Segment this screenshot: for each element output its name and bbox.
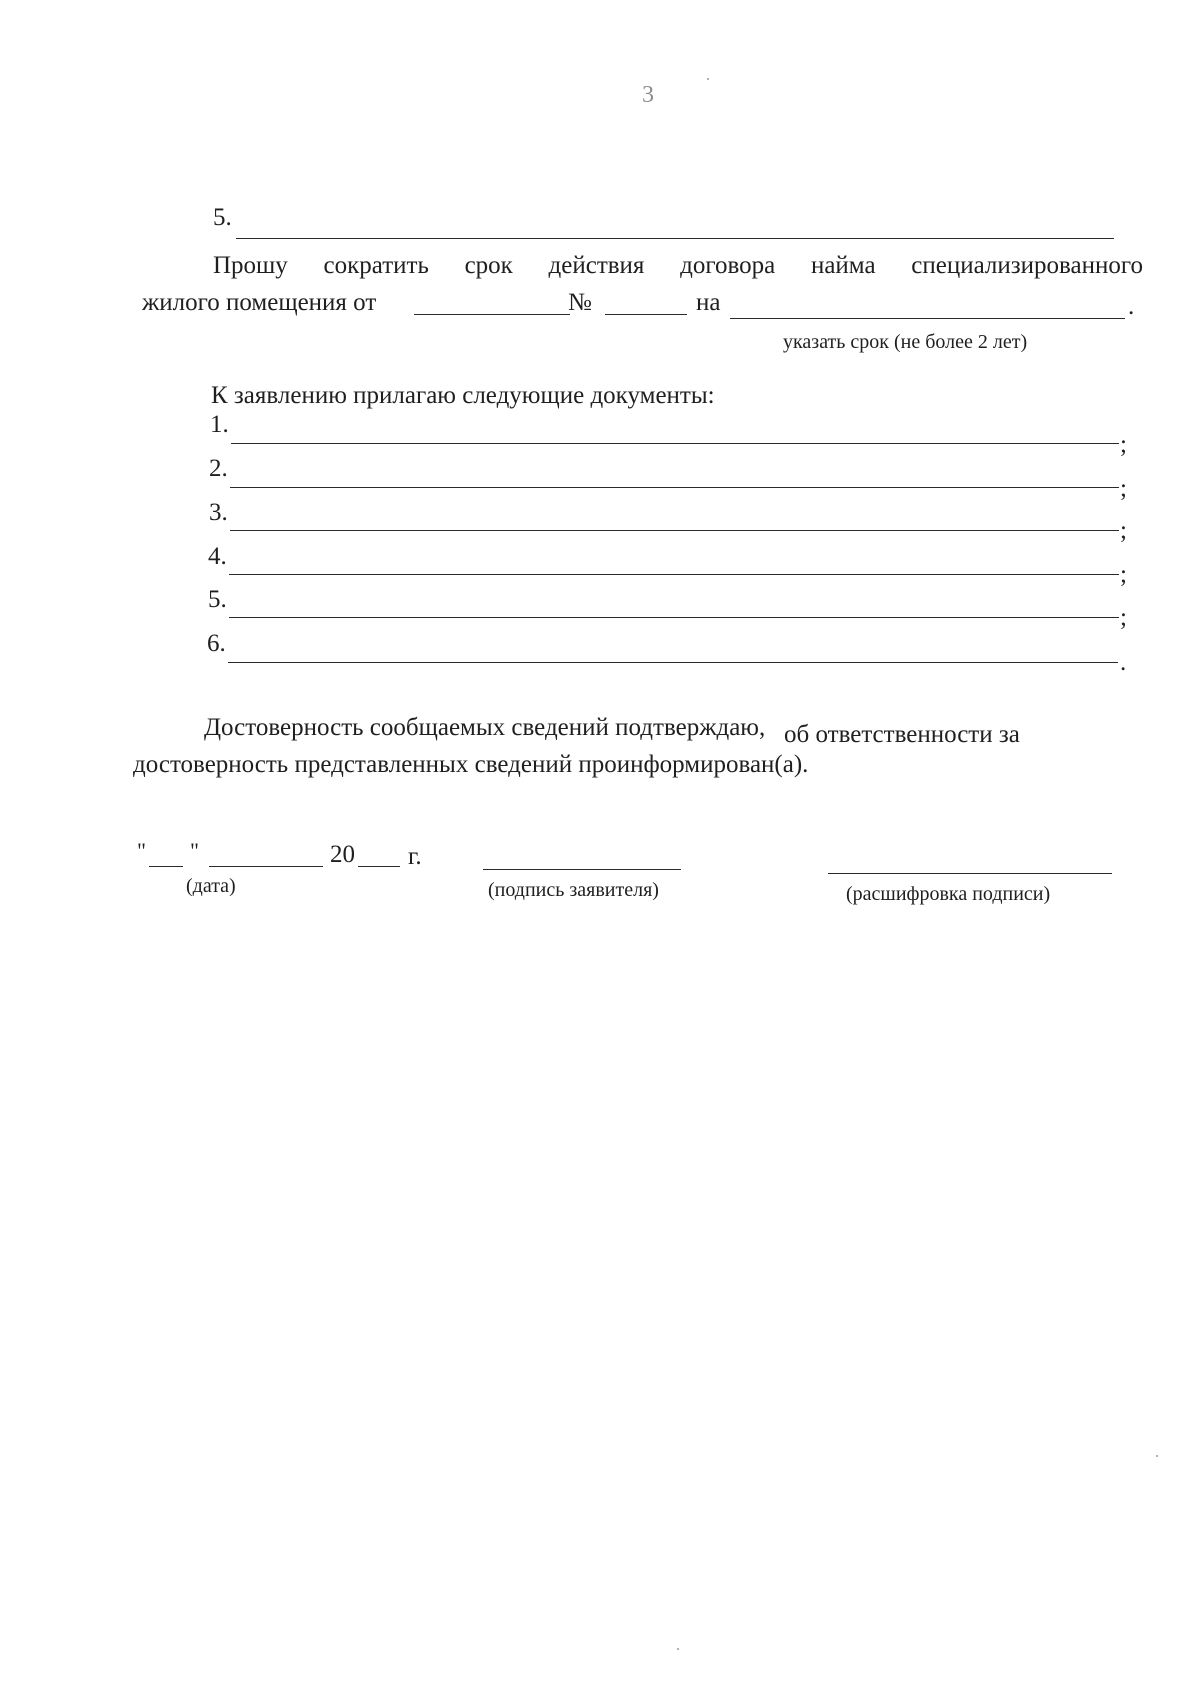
number-sign: № [568, 289, 592, 316]
item-5-number: 5. [213, 204, 232, 231]
attachment-2-number: 2. [209, 455, 228, 482]
contract-date-line[interactable] [414, 314, 570, 315]
attachments-heading: К заявлению прилагаю следующие документы: [211, 382, 715, 409]
date-label: (дата) [186, 875, 236, 897]
attachment-3-number: 3. [209, 499, 228, 526]
attachment-5-end: ; [1120, 604, 1127, 631]
attachment-6-line[interactable] [228, 662, 1118, 663]
attachment-3-line[interactable] [230, 530, 1119, 531]
signature-line[interactable] [483, 869, 681, 870]
term-hint: указать срок (не более 2 лет) [783, 331, 1028, 353]
scan-speck [707, 78, 709, 80]
year-suffix: г. [408, 843, 422, 870]
item-5-fill-line[interactable] [236, 238, 1114, 239]
term-line[interactable] [730, 318, 1125, 319]
year-line[interactable] [358, 866, 400, 867]
date-quote-open: " [137, 838, 146, 863]
decoding-label: (расшифровка подписи) [846, 883, 1051, 905]
month-line[interactable] [209, 866, 323, 867]
request-end-dot: . [1128, 293, 1135, 320]
year-prefix: 20 [330, 841, 355, 868]
date-quote-close: " [190, 838, 199, 863]
contract-number-line[interactable] [605, 314, 687, 315]
attachment-2-end: ; [1120, 475, 1127, 502]
confirmation-line-1a: Достоверность сообщаемых сведений подтверждаю, [204, 714, 766, 741]
confirmation-line-2: достоверность представленных сведений проинформирован(а). [133, 751, 809, 778]
attachment-5-line[interactable] [229, 617, 1119, 618]
signature-label: (подпись заявителя) [488, 879, 659, 901]
attachment-1-line[interactable] [231, 443, 1119, 444]
attachment-3-end: ; [1120, 517, 1127, 544]
attachment-4-number: 4. [208, 543, 227, 570]
attachment-4-end: ; [1120, 561, 1127, 588]
request-line-1: Прошу сократить срок действия договора найма специализированного [213, 252, 1143, 279]
attachment-4-line[interactable] [229, 574, 1119, 575]
scan-speck [1156, 1455, 1158, 1457]
attachment-5-number: 5. [208, 586, 227, 613]
on-word: на [696, 289, 721, 316]
day-line[interactable] [149, 866, 183, 867]
request-line-2-prefix: жилого помещения от [142, 289, 377, 316]
attachment-1-end: ; [1120, 431, 1127, 458]
attachment-6-number: 6. [207, 630, 226, 657]
page-number: 3 [642, 82, 654, 108]
attachment-1-number: 1. [210, 411, 229, 438]
scan-speck [677, 1648, 679, 1650]
confirmation-line-1b: об ответственности за [784, 721, 1020, 748]
attachment-6-end: . [1120, 649, 1127, 676]
decoding-line[interactable] [828, 873, 1112, 874]
attachment-2-line[interactable] [230, 487, 1119, 488]
